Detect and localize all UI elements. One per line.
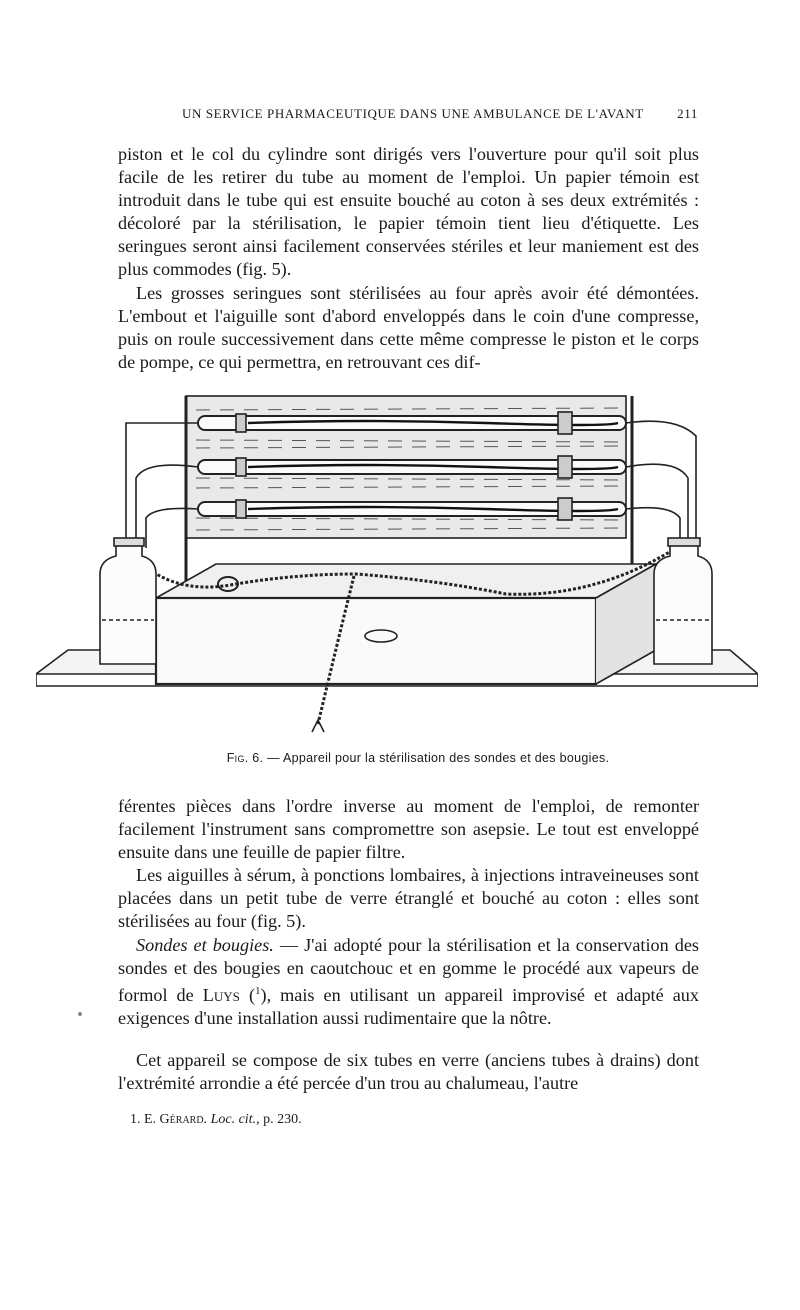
running-header — [118, 106, 698, 128]
footnote-number: 1. — [130, 1112, 144, 1127]
footnote-author: E. Gérard. — [144, 1112, 208, 1127]
paragraph-sondes: Sondes et bougies. — J'ai adopté pour la stérilisation et la conservation des sondes et des bougies en caoutchouc et en gomme le procédé aux vapeurs de formol de Luys ($^1$), mais en utilisant un appareil improvisé et adapté aux exigences d'une installation aussi rudimentaire que la nôtre. — [118, 935, 699, 1029]
scan-speck — [78, 1012, 82, 1016]
paragraph-syringes-small: piston et le col du cylindre sont dirigés vers l'ouverture pour qu'il soit plus facile de les retirer du tube au moment de l'emploi. Un papier témoin est introduit dans le tube qui est ensuite bouché au coton à ses deux extrémités : décoloré par la stérilisation, le papier témoin tient lieu d'étiquette. Les seringues seront ainsi facilement conservées stériles et leur maniement est des plus commodes (fig. 5). — [118, 144, 699, 280]
running-title: UN SERVICE PHARMACEUTIQUE DANS UNE AMBULANCE DE L'AVANT — [182, 106, 644, 121]
footnote — [130, 1112, 302, 1128]
paragraph-needles: Les aiguilles à sérum, à ponctions lombaires, à injections intraveineuses sont placées dans un petit tube de verre étranglé et bouché au coton : elles sont stérilisées au four (fig. 5). — [118, 865, 699, 932]
figure-caption-text: — Appareil pour la stérilisation des sondes et des bougies. — [263, 751, 610, 765]
figure-caption — [118, 751, 718, 765]
sterilization-apparatus-figure — [36, 388, 758, 748]
page-number: 211 — [677, 106, 698, 121]
paragraph-continuation: férentes pièces dans l'ordre inverse au moment de l'emploi, de remonter facilement l'instrument sans compromettre son asepsie. Le tout est enveloppé ensuite dans une feuille de papier filtre. — [118, 796, 699, 863]
section-heading-sondes: Sondes et bougies. — [136, 935, 274, 955]
footnote-work: Loc. cit. — [210, 1112, 257, 1127]
footnote-reference: 1 — [255, 985, 261, 998]
paragraph-sondes-text-a: — J'ai adopté pour la stérilisation et la conservation des sondes et des bougies en caoutchouc et en gomme le procédé aux vapeurs de formol de — [118, 935, 699, 1006]
paragraph-syringes-large: Les grosses seringues sont stérilisées au four après avoir été démontées. L'embout et l'aiguille sont d'abord enveloppés dans le coin d'une compresse, puis on roule successivement dans cette même compresse le piston et le corps de pompe, ce qui permettra, en retrouvant ces dif- — [118, 283, 699, 373]
author-name-luys: Luys — [202, 985, 240, 1006]
figure-label: Fig. 6. — [226, 751, 264, 765]
paragraph-sondes-text-b: , mais en utilisant un appareil improvisé et adapté aux exigences d'une installation aussi rudimentaire que la nôtre. — [118, 985, 699, 1029]
footnote-page: , p. 230. — [256, 1112, 302, 1127]
paragraph-apparatus: Cet appareil se compose de six tubes en verre (anciens tubes à drains) dont l'extrémité arrondie a été percée d'un trou au chalumeau, l'autre — [118, 1050, 699, 1094]
